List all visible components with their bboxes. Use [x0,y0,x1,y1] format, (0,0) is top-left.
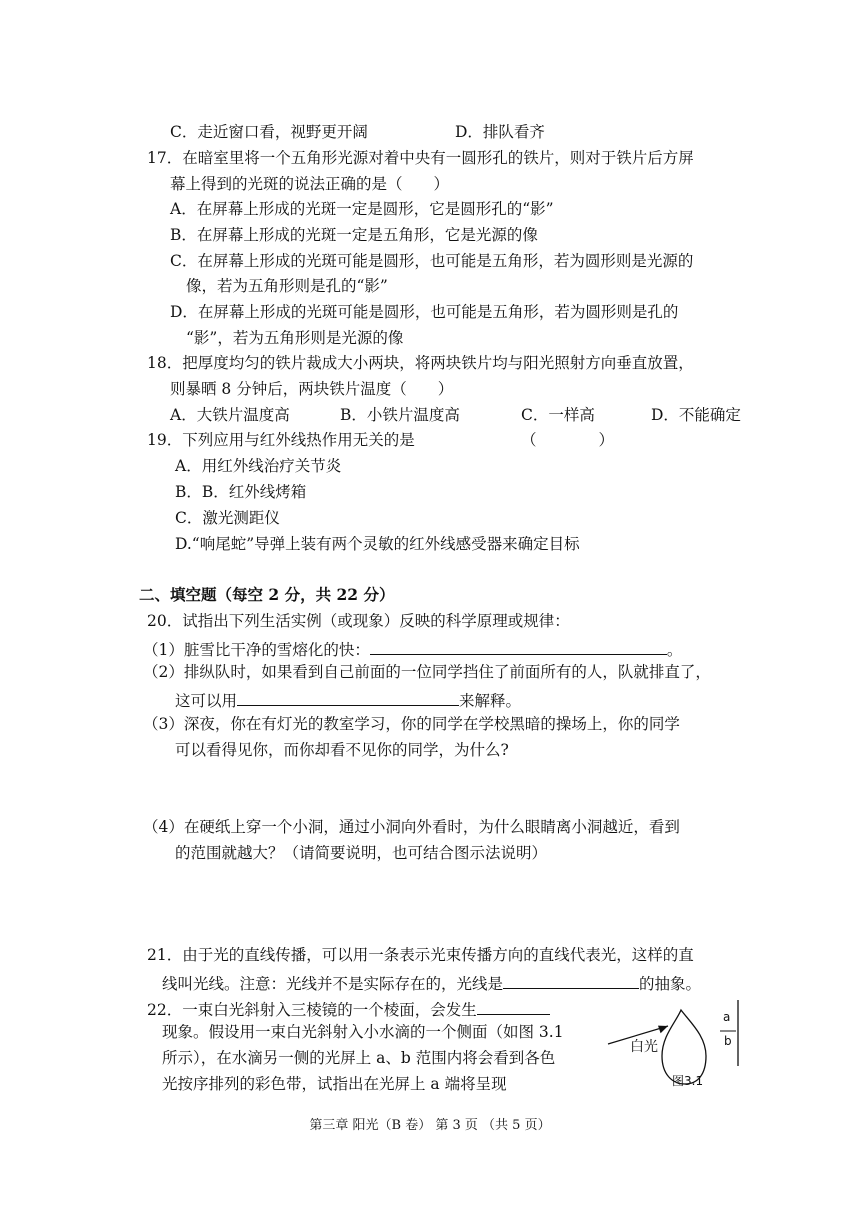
q18-option-d: D．不能确定 [651,406,741,424]
q22-line-4: 光按序排列的彩色带，试指出在光屏上 a 端将呈现 [162,1075,507,1093]
q22-text: 22．一束白光斜射入三棱镜的一个棱面，会发生 [147,1001,477,1019]
q16-option-c: C．走近窗口看，视野更开阔 [170,123,368,141]
q20-stem: 20．试指出下列生活实例（或现象）反映的科学原理或规律： [147,612,570,630]
q20-part-2-end: 来解释。 [459,692,522,710]
q20-part-2-blank[interactable] [237,688,459,706]
q19-option-c: C．激光测距仪 [175,509,280,527]
q22-line-1 [147,997,550,1020]
q17-stem-line-2: 幕上得到的光斑的说法正确的是（ ） [170,175,450,193]
q20-part-4-line-2: 的范围就越大？（请简要说明，也可结合图示法说明） [175,844,548,862]
q18-option-b: B．小铁片温度高 [340,406,460,424]
q21-blank[interactable] [503,971,639,989]
q22-blank[interactable] [477,997,550,1015]
figure-caption: 图3.1 [672,1074,704,1088]
q19-option-a: A．用红外线治疗关节炎 [175,457,342,475]
q18-option-c: C．一样高 [521,406,595,424]
ray-arrowhead [658,1026,668,1034]
q17-option-c-line-1: C．在屏幕上形成的光斑可能是圆形，也可能是五角形，若为圆形则是光源的 [170,252,694,270]
q20-part-1-blank[interactable] [370,637,667,655]
q21-end: 的抽象。 [639,975,702,993]
q18-stem-line-2: 则暴晒 8 分钟后，两块铁片温度（ ） [170,380,454,398]
q18-stem-line-1: 18．把厚度均匀的铁片裁成大小两块，将两块铁片均与阳光照射方向垂直放置， [147,354,694,372]
q20-part-1-text: （1）脏雪比干净的雪熔化的快： [143,641,370,659]
q17-option-b: B．在屏幕上形成的光斑一定是五角形，它是光源的像 [170,226,538,244]
q17-option-d-line-2: “影”，若为五角形则是光源的像 [186,329,404,347]
q19-stem: 19．下列应用与红外线热作用无关的是 [147,431,415,449]
q20-part-4-line-1: （4）在硬纸上穿一个小洞，通过小洞向外看时，为什么眼睛离小洞越近，看到 [143,818,680,836]
q16-option-d: D．排队看齐 [455,123,545,141]
q21-line-2 [162,971,701,994]
section-2-title: 二、填空题（每空 2 分，共 22 分） [139,585,395,604]
q20-part-2-line-1: （2）排纵队时，如果看到自己前面的一位同学挡住了前面所有的人，队就排直了， [143,663,711,681]
q20-part-2-text: 这可以用 [175,692,238,710]
q17-option-c-line-2: 像，若为五角形则是孔的“影” [186,277,388,295]
q20-part-3-line-1: （3）深夜，你在有灯光的教室学习，你的同学在学校黑暗的操场上，你的同学 [143,715,680,733]
page-footer: 第三章 阳光（B 卷） 第 3 页 （共 5 页） [309,1118,551,1133]
q17-option-d-line-1: D．在屏幕上形成的光斑可能是圆形，也可能是五角形，若为圆形则是孔的 [170,303,679,321]
q22-line-3: 所示），在水滴另一侧的光屏上 a、b 范围内将会看到各色 [162,1049,556,1067]
q19-answer-paren: （ ） [521,431,615,449]
q18-option-a: A．大铁片温度高 [170,406,290,424]
q20-part-3-line-2: 可以看得见你，而你却看不见你的同学，为什么? [175,741,509,759]
q20-part-2-line-2 [175,688,521,711]
q21-text: 线叫光线。注意：光线并不是实际存在的，光线是 [162,975,504,993]
q19-option-b: B．B．红外线烤箱 [175,483,307,501]
white-light-label: 白光 [630,1039,658,1055]
q22-line-2: 现象。假设用一束白光斜射入小水滴的一个侧面（如图 3.1 [162,1023,564,1041]
q21-line-1: 21．由于光的直线传播，可以用一条表示光束传播方向的直线代表光，这样的直 [147,946,694,964]
screen-label-a: a [723,1010,731,1024]
screen-label-b: b [724,1034,732,1048]
q17-option-a: A．在屏幕上形成的光斑一定是圆形，它是圆形孔的“影” [170,200,554,218]
q20-part-1-end: 。 [666,641,683,659]
q19-option-d: D.“响尾蛇”导弹上装有两个灵敏的红外线感受器来确定目标 [175,535,580,553]
q17-stem-line-1: 17．在暗室里将一个五角形光源对着中央有一圆形孔的铁片，则对于铁片后方屏 [147,149,694,167]
q20-part-1 [143,637,682,660]
